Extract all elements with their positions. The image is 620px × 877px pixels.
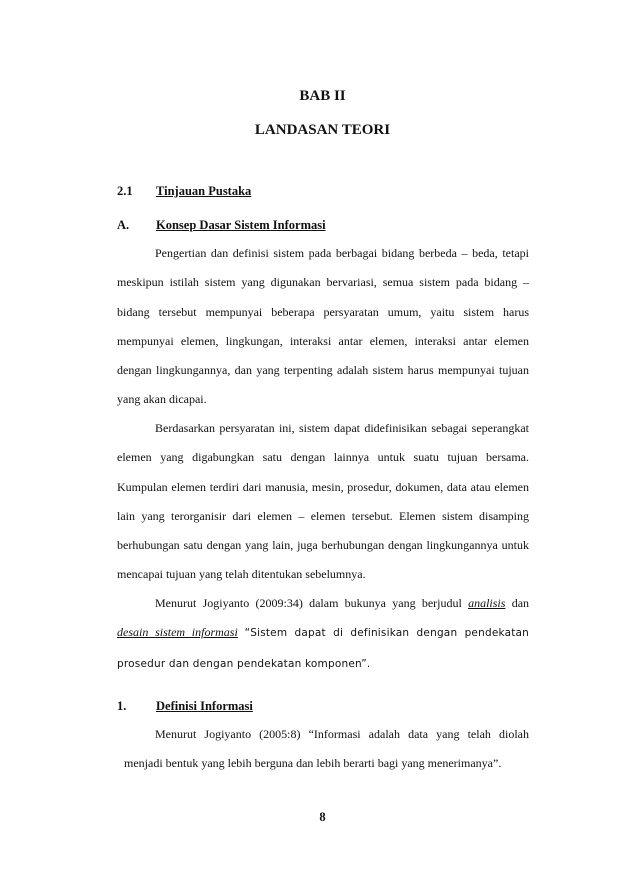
paragraph-2 [117, 414, 529, 590]
section-title: Tinjauan Pustaka [156, 184, 252, 198]
paragraph-3-quote: “Sistem dapat di definisikan dengan pendekatan prosedur dan dengan pendekatan komponen”. [117, 627, 530, 670]
paragraph-3 [117, 589, 529, 679]
page-number: 8 [319, 810, 326, 824]
subsection-heading [117, 218, 326, 233]
paragraph-2-text: Berdasarkan persyaratan ini, sistem dapat didefinisikan sebagai seperangkat elemen yang digabungkan satu dengan lainnya untuk suatu tujuan bersama. Kumpulan elemen terdiri dari manusia, mesin, prosedur, dokumen, data atau elemen lain yang terorganisir dari elemen – elemen tersebut. Elemen sistem disamping berhubungan satu dengan yang lain, juga berhubungan dengan lingkungannya untuk mencapai tujuan yang telah ditentukan sebelumnya. [117, 421, 529, 582]
subsection-title: Konsep Dasar Sistem Informasi [156, 218, 326, 232]
paragraph-3-emphasis-1: analisis [468, 596, 506, 610]
item-number: 1. [117, 699, 127, 713]
item-heading [117, 699, 253, 714]
paragraph-3-text-a: Menurut Jogiyanto (2009:34) dalam bukunya yang berjudul [155, 596, 462, 610]
paragraph-3-text-b: dan [511, 596, 530, 610]
item-title: Definisi Informasi [156, 699, 253, 713]
chapter-title: LANDASAN TEORI [254, 122, 391, 138]
paragraph-4 [124, 720, 529, 779]
chapter-label: BAB II [299, 88, 346, 104]
paragraph-1-text: Pengertian dan definisi sistem pada berbagai bidang berbeda – beda, tetapi meskipun istilah sistem yang digunakan bervariasi, semua sistem pada bidang – bidang tersebut mempunyai beberapa persyaratan umum, yaitu sistem harus mempunyai elemen, lingkungan, interaksi antar elemen, interaksi antar elemen dengan lingkungannya, dan yang terpenting adalah sistem harus mempunyai tujuan yang akan dicapai. [117, 246, 529, 407]
paragraph-1 [117, 239, 529, 415]
paragraph-3-emphasis-2: desain sistem informasi [117, 625, 238, 640]
section-heading [117, 184, 251, 199]
section-number: 2.1 [117, 184, 133, 198]
paragraph-4-text: Menurut Jogiyanto (2005:8) “Informasi adalah data yang telah diolah menjadi bentuk yang lebih berguna dan lebih berarti bagi yang menerimanya”. [124, 727, 529, 771]
subsection-letter: A. [117, 218, 130, 232]
